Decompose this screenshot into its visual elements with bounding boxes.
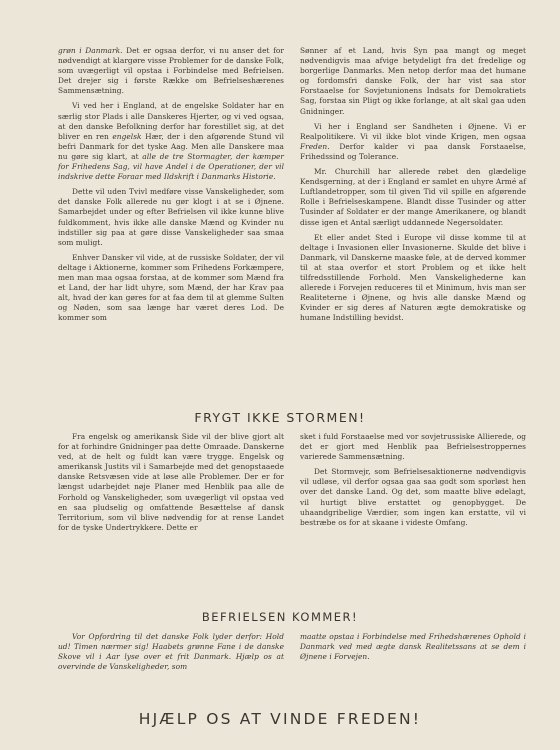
paragraph xyxy=(58,101,284,182)
body-text: Vi her i England ser Sandheten i Øjnene. Vi er Realpolitikere. Vi vil ikke blot vinde Krigen, men ogsaa xyxy=(300,121,526,141)
body-text: Et eller andet Sted i Europe vil disse komme til at deltage i Invasionen eller Invasionerne. Skulde det blive i Danmark, vil Danskerne maaske føle, at de derved kommer til at staa overfor et stort Problem og et ikke helt tilfredsstillende Forhold. Men Vanskelighederne kan allerede i Forvejen reduceres til et Minimum, hvis man ser Realiteterne i Øjnene, og hvis alle danske Mænd og Kvinder er sig deres af Naturen ægte demokratiske og humane Indstilling bevidst. xyxy=(300,232,526,323)
paragraph xyxy=(300,122,526,162)
top-left-column xyxy=(58,46,284,328)
italic-text: alle de tre Stormagter, der kæmper for Frihedens Sag, vil have Andel i de Operationer, der vil indskrive dette Foraar med Ildskrift i Danmarks Historie. xyxy=(58,151,284,182)
body-text: Hær, der i den afgørende Stund vil befri Danmark for det tyske Aag. Men alle Danskere maa nu gøre sig klart, at xyxy=(58,131,284,161)
italic-text: Freden xyxy=(300,141,328,151)
closing-right-column xyxy=(300,632,526,677)
body-text: Enhver Dansker vil vide, at de russiske Soldater, der vil deltage i Aktionerne, kommer som Frihedens Forkæmpere, men man maa ogsaa forstaa, at de kommer som Mænd fra et Land, der har lidt uhyre, som Mænd, der har Krav paa alt, hvad der kan gøres for at faa dem til at glemme Sulten og Nøden, som saa længe har været deres Lod. De kommer som xyxy=(58,252,284,323)
closing-section xyxy=(58,632,526,677)
body-text: Dette vil uden Tvivl medføre visse Vanskeligheder, som det danske Folk allerede nu gør klogt i at se i Øjnene. Samarbejdet under og efter Befrielsen vil ikke kunne blive fuldkomment, hvis ikke alle danske Mænd og Kvinder nu indstiller sig paa at gøre disse Vanskeligheder saa smaa som muligt. xyxy=(58,187,284,247)
heading-frygt-ikke-stormen: FRYGT IKKE STORMEN! xyxy=(194,410,366,425)
body-text: Vi ved her i England, at de engelske Soldater har en særlig stor Plads i alle Danskeres Hjerter, og vi ved ogsaa, at den danske Befolkning derfor har forestillet sig, at det bliver en ren xyxy=(58,101,284,141)
body-text: Fra engelsk og amerikansk Side vil der blive gjort alt for at forhindre Gnidninger paa dette Omraade. Danskerne ved, at de helt og fuldt kan være trygge. Engelsk og amerikansk Justits vil i Samarbejde med det genopstaaede danske Retsvæsen vide at løse alle Problemer. Der er for længst udarbejdet nøje Planer med Henblik paa alle de Forhold og Vanskeligheder, som uvægerligt vil opstaa ved en saa pludselig og omfattende Besættelse af dansk Territorium, som vil blive nødvendig for at rense Landet for de tyske Undertrykkere. Dette er xyxy=(58,432,284,532)
closing-left-column xyxy=(58,632,284,677)
top-right-column xyxy=(300,46,526,328)
middle-right-column xyxy=(300,432,526,538)
italic-text: engelsk xyxy=(112,131,142,141)
body-text: . Derfor kalder vi paa dansk Forstaaelse, Frihedssind og Tolerance. xyxy=(300,141,526,161)
italic-text: grøn i Danmark xyxy=(58,46,121,55)
body-text: sket i fuld Forstaaelse med vor sovjetrussiske Allierede, og det er gjort med Henblik paa Befrielsestroppernes varierede Sammensætning. xyxy=(300,432,526,462)
middle-section xyxy=(58,432,526,538)
paragraph xyxy=(300,432,526,462)
paragraph xyxy=(300,233,526,324)
heading-hjaelp-os-at-vinde-freden: HJÆLP OS AT VINDE FREDEN! xyxy=(138,710,422,728)
paragraph xyxy=(58,632,284,672)
body-text: . Det er ogsaa derfor, vi nu anser det for nødvendigt at klargøre visse Problemer for de danske Folk, som uvægerligt vil opstaa i Forbindelse med Befrielsen. Det drejer sig i første Række om Befrielseshærenes Sammensætning. xyxy=(58,46,284,96)
body-text: Det Stormvejr, som Befrielsesaktionerne nødvendigvis vil udløse, vil derfor ogsaa gaa saa godt som sporløst hen over det danske Land. Og det, som maatte blive ødelagt, vil hurtigt blive erstattet og genopbygget. De uhaandgribelige Værdier, som ingen kan erstatte, vil vi bestræbe os for at skaane i videste Omfang. xyxy=(300,467,526,527)
italic-text: maatte opstaa i Forbindelse med Frihedshærenes Ophold i Danmark ved med ægte dansk Realitetssans at se dem i Øjnene i Forvejen. xyxy=(300,632,526,662)
paragraph xyxy=(300,467,526,528)
paragraph xyxy=(300,632,526,662)
paragraph xyxy=(58,432,284,533)
paragraph xyxy=(58,187,284,248)
body-text: Sønner af et Land, hvis Syn paa mangt og meget nødvendigvis maa afvige betydeligt fra det fredelige og borgerlige Danmarks. Men netop derfor maa det humane og fordomsfri danske Folk, der har vist saa stor Forstaaelse for Sovjetunionens Indsats for Demokratiets Sag, forstaa sin Pligt og ikke forlange, at alt skal gaa uden Gnidninger. xyxy=(300,46,526,116)
italic-text: Vor Opfordring til det danske Folk lyder derfor: Hold ud! Timen nærmer sig! Haabets grønne Fane i de danske Skove vil i Aar lyse over et frit Danmark. Hjælp os at overvinde de Vanskeligheder, som xyxy=(58,632,284,672)
top-section xyxy=(58,46,526,328)
paragraph xyxy=(300,167,526,228)
middle-left-column xyxy=(58,432,284,538)
paragraph xyxy=(58,253,284,324)
paragraph xyxy=(58,46,284,96)
body-text: Mr. Churchill har allerede røbet den glædelige Kendsgerning, at der i England er samlet en uhyre Armé af Luftlandetropper, som til given Tid vil spille en afgørende Rolle i Befrielseskampene. Blandt disse Tusinder og atter Tusinder af Soldater er der mange Amerikanere, og blandt disse igen et Antal særligt uddannede Negersoldater. xyxy=(300,167,526,227)
heading-befrielsen-kommer: BEFRIELSEN KOMMER! xyxy=(201,610,359,624)
paragraph xyxy=(300,46,526,117)
